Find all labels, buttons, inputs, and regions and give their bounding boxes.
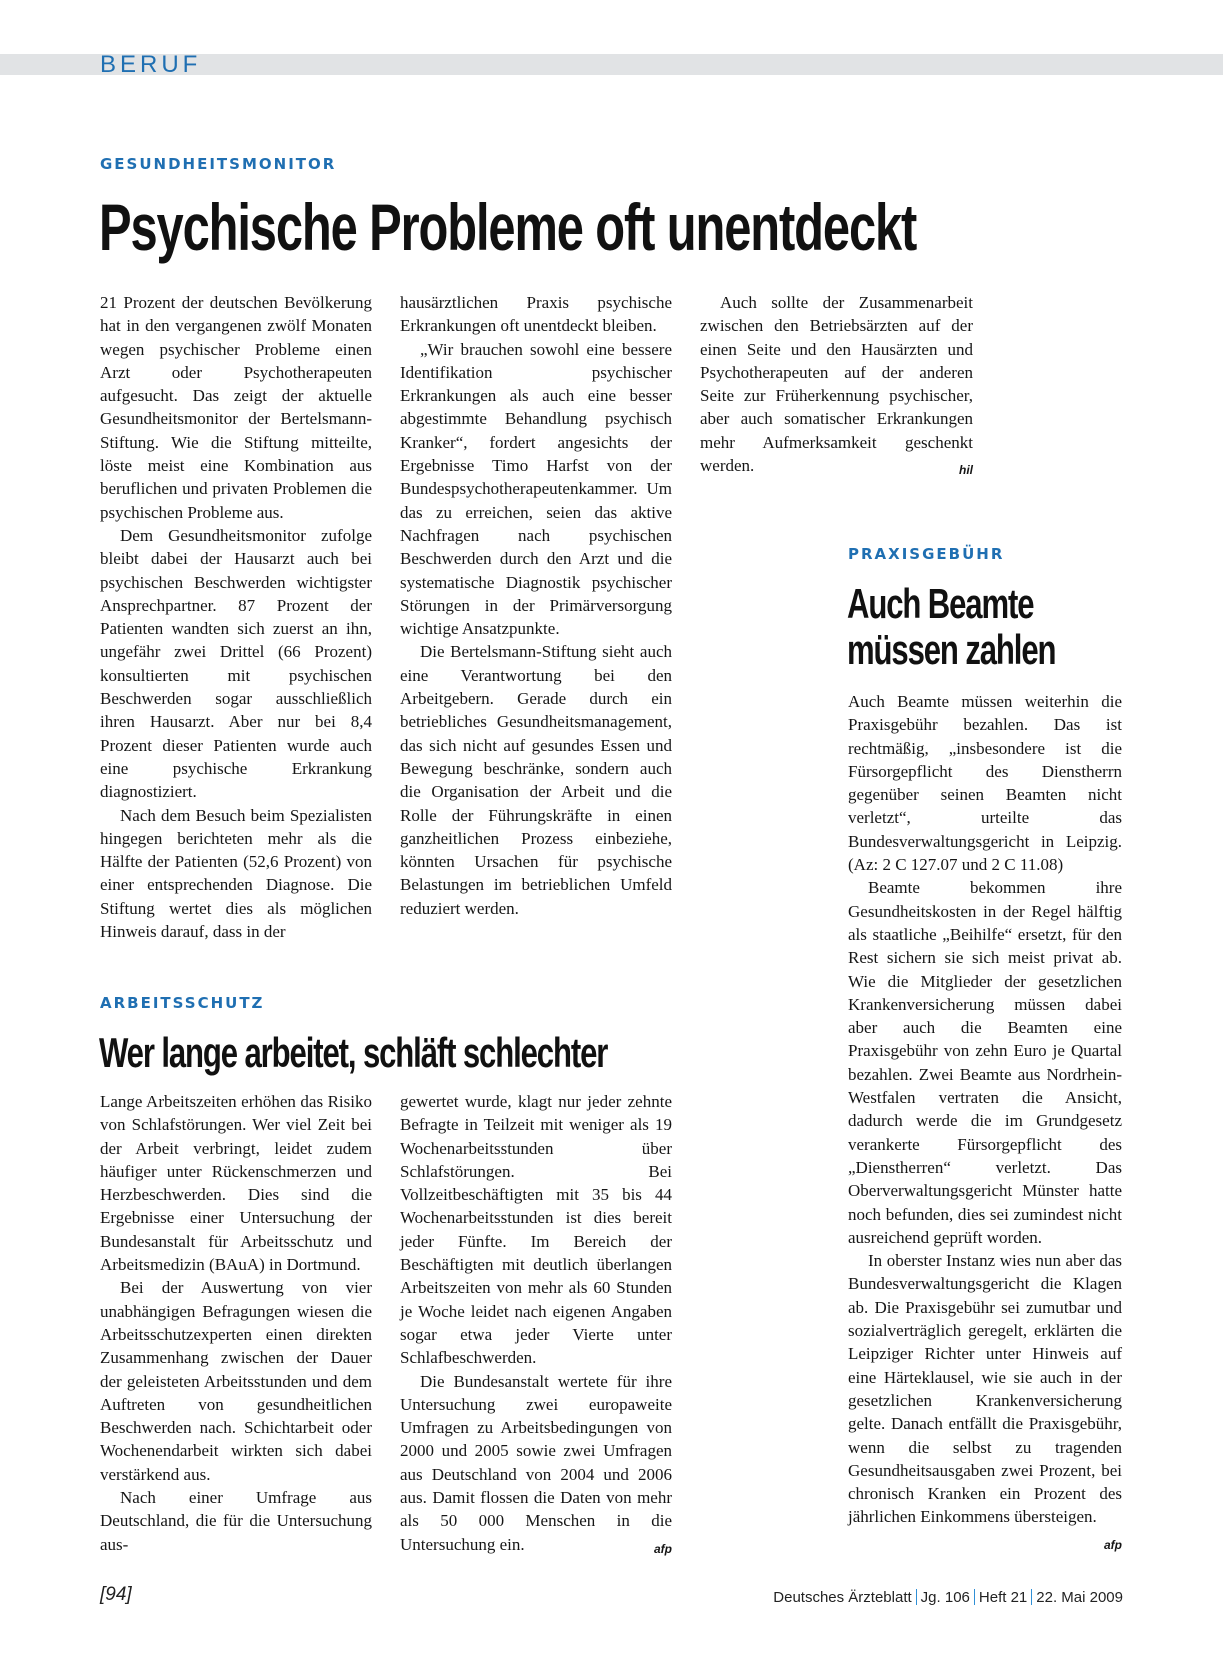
journal-volume: Jg. 106 [920,1589,970,1606]
article3-column [848,690,1122,1557]
article3-kicker: PRAXISGEBÜHR [848,545,1005,563]
page-number: [94] [100,1584,132,1605]
article2-kicker: ARBEITSSCHUTZ [100,994,265,1012]
paragraph: Lange Arbeitszeiten erhöhen das Risiko von Schlafstörungen. Wer viel Zeit bei der Arbeit verbringt, leidet zudem häufiger unter Rückenschmerzen und Herzbeschwerden. Dies sind die Ergebnisse einer Untersuchung der Bundesanstalt für Arbeitsschutz und Arbeitsmedizin (BAuA) in Dortmund. [100,1092,372,1275]
paragraph [700,291,973,477]
article3-title-line-1: Auch Beamte [847,580,1034,627]
paragraph: Nach dem Besuch beim Spezialisten hingegen berichteten mehr als die Hälfte der Patienten (52,6 Prozent) von einer entsprechenden Diagnose. Die Stiftung wertet dies als möglichen Hinweis darauf, dass in der [100,805,372,942]
paragraph: Beamte bekommen ihre Gesundheitskosten in der Regel hälftig als staatliche „Beihilfe“ ersetzt, für den Rest sichern sie sich meist privat ab. Wie die Mitglieder der gesetzlichen Krankenversicherung müssen dabei aber auch die Beamten eine Praxisgebühr von zehn Euro je Quartal bezahlen. Zwei Beamte aus Nordrhein-Westfalen vertraten die Ansicht, dadurch werde die im Grundgesetz verankerte Fürsorgepflicht des „Dienstherren“ verletzt. Das Oberverwaltungsgericht Münster hatte noch befunden, dies sei zumindest nicht ausreichend geprüft worden. [848,878,1122,1247]
article2-column-2 [400,1090,672,1561]
paragraph [848,1249,1122,1552]
article3-title-line-2: müssen zahlen [847,626,1056,673]
agency-tag: hil [959,463,973,478]
section-title: BERUF [100,51,202,78]
paragraph: Nach einer Umfrage aus Deutschland, die für die Untersuchung aus- [100,1488,372,1554]
journal-date: 22. Mai 2009 [1036,1589,1123,1606]
paragraph-text: Die Bundesanstalt wertete für ihre Untersuchung zwei europaweite Umfragen zu Arbeitsbedingungen von 2000 und 2005 sowie zwei Umfragen aus Deutschland von 2004 und 2006 aus. Damit flossen die Daten von mehr als 50 000 Menschen in die Untersuchung ein. [400,1371,672,1554]
journal-issue: Heft 21 [978,1589,1028,1606]
paragraph-text: In oberster Instanz wies nun aber das Bundesverwaltungsgericht die Klagen ab. Die Praxisgebühr sei zumutbar und sozialverträglich geregelt, erklärten die Leipziger Richter unter Hinweis auf eine Härteklausel, wie sie auch in der gesetzlichen Krankenversicherung gelte. Danach entfällt die Praxisgebühr, wenn die selbst zu tragenden Gesundheitsausgaben zwei Prozent, bei chronisch Kranken ein Prozent des jährlichen Einkommens übersteigen. [848,1251,1122,1527]
paragraph: hausärztlichen Praxis psychische Erkrankungen oft unentdeckt bleiben. [400,293,672,336]
article1-column-3 [700,291,973,482]
footer-separator [974,1589,975,1605]
article1-title: Psychische Probleme oft unentdeckt [99,190,917,264]
footer-separator [1031,1589,1032,1605]
paragraph: Die Bertelsmann-Stiftung sieht auch eine Verantwortung bei den Arbeitgebern. Gerade durch ein betriebliches Gesundheitsmanagement, das sich nicht auf gesundes Essen und Bewegung beschränke, sondern auch die Organisation der Arbeit und die Rolle der Führungskräfte in einen ganzheitlichen Prozess einbeziehe, könnten Ursachen für psychische Belastungen im betrieblichen Umfeld reduziert werden. [400,642,672,918]
article2-title: Wer lange arbeitet, schläft schlechter [99,1029,608,1076]
paragraph-text: Auch sollte der Zusammenarbeit zwischen den Betriebsärzten auf der einen Seite und den Hausärzten und Psychotherapeuten auf der anderen Seite zur Früherkennung psychischer, aber auch somatischer Erkrankungen mehr Aufmerksamkeit geschenkt werden. [700,293,973,476]
paragraph: Dem Gesundheitsmonitor zufolge bleibt dabei der Hausarzt auch bei psychischen Beschwerden wichtigster Ansprechpartner. 87 Prozent der Patienten wandten sich zuerst an ihn, ungefähr zwei Drittel (66 Prozent) konsultierten mit psychischen Beschwerden sogar ausschließlich ihren Hausarzt. Aber nur bei 8,4 Prozent dieser Patienten wurde auch eine psychische Erkrankung diagnostiziert. [100,525,372,802]
journal-name: Deutsches Ärzteblatt [773,1589,912,1606]
article2-column-1 [100,1090,372,1556]
paragraph: Bei der Auswertung von vier unabhängigen Befragungen wiesen die Arbeitsschutzexperten einen direkten Zusammenhang zwischen der Dauer der geleisteten Arbeitsstunden und dem Auftreten von gesundheitlichen Beschwerden nach. Schichtarbeit oder Wochenendarbeit wirkten sich dabei verstärkend aus. [100,1278,372,1484]
article1-kicker: GESUNDHEITSMONITOR [100,155,337,173]
paragraph: gewertet wurde, klagt nur jeder zehnte Befragte in Teilzeit mit weniger als 19 Wochenarbeitsstunden über Schlafstörungen. Bei Vollzeitbeschäftigten mit 35 bis 44 Wochenarbeitsstunden ist dies bereit jeder Fünfte. Im Bereich der Beschäftigten mit deutlich überlangen Arbeitszeiten von mehr als 60 Stunden je Woche leidet nach eigenen Angaben sogar etwa jeder Vierte unter Schlafbeschwerden. [400,1092,672,1368]
agency-tag: afp [1104,1537,1122,1552]
footer-separator [916,1589,917,1605]
article1-column-1 [100,291,372,943]
paragraph [400,1370,672,1556]
agency-tag: afp [654,1541,672,1556]
paragraph: 21 Prozent der deutschen Bevölkerung hat in den vergangenen zwölf Monaten wegen psychischer Probleme einen Arzt oder Psychotherapeuten aufgesucht. Das zeigt der aktuelle Gesundheitsmonitor der Bertelsmann-Stiftung. Wie die Stiftung mitteilte, löste meist eine Kombination aus beruflichen und privaten Problemen die psychischen Probleme aus. [100,293,372,522]
article1-column-2 [400,291,672,920]
journal-footer [773,1589,1123,1606]
paragraph: „Wir brauchen sowohl eine bessere Identifikation psychischer Erkrankungen als auch eine besser abgestimmte Behandlung psychisch Kranker“, fordert angesichts der Ergebnisse Timo Harfst von der Bundespsychotherapeutenkammer. Um das zu erreichen, seien das aktive Nachfragen nach psychischen Beschwerden durch den Arzt und die systematische Diagnostik psychischer Störungen in der Primärversorgung wichtige Ansatzpunkte. [400,339,672,639]
paragraph: Auch Beamte müssen weiterhin die Praxisgebühr bezahlen. Das ist rechtmäßig, „insbesondere ist die Fürsorgepflicht des Dienstherrn gegenüber seinen Beamten nicht verletzt“, urteilte das Bundesverwaltungsgericht in Leipzig. (Az: 2 C 127.07 und 2 C 11.08) [848,692,1122,875]
